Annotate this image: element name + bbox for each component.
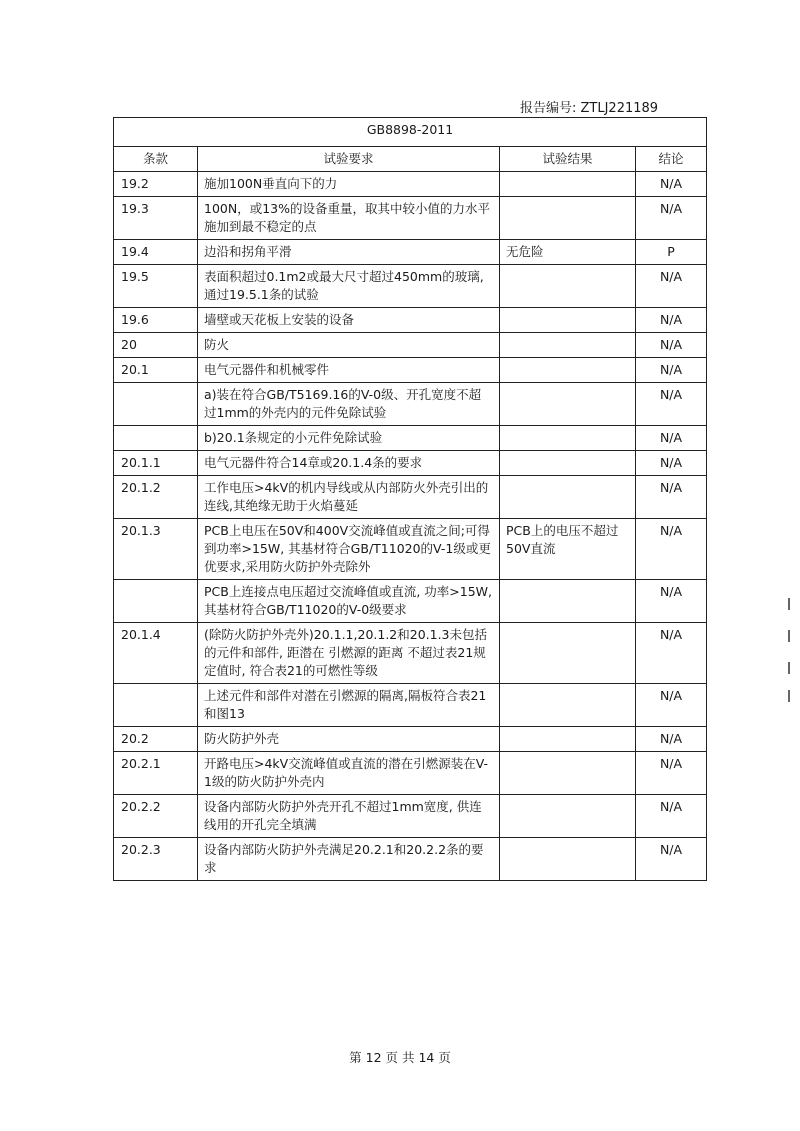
clause-cell: 20.1.4 [114, 623, 198, 684]
clause-cell [114, 684, 198, 727]
table-row [114, 383, 707, 426]
verdict-cell: N/A [636, 265, 707, 308]
clause-cell: 20.2.1 [114, 752, 198, 795]
header-verdict: 结论 [636, 147, 707, 172]
table-row [114, 580, 707, 623]
requirement-cell: 设备内部防火防护外壳满足20.2.1和20.2.2条的要求 [198, 838, 500, 881]
result-cell [500, 623, 636, 684]
requirement-cell: b)20.1条规定的小元件免除试验 [198, 426, 500, 451]
table-row [114, 519, 707, 580]
requirement-cell: a)装在符合GB/T5169.16的V-0级、开孔宽度不超过1mm的外壳内的元件免除试验 [198, 383, 500, 426]
result-cell [500, 308, 636, 333]
table-row [114, 451, 707, 476]
verdict-cell: N/A [636, 172, 707, 197]
result-cell [500, 684, 636, 727]
verdict-cell: N/A [636, 308, 707, 333]
verdict-cell: N/A [636, 197, 707, 240]
verdict-cell: N/A [636, 727, 707, 752]
page-footer: 第 12 页 共 14 页 [349, 1050, 451, 1065]
clause-cell: 20.1.1 [114, 451, 198, 476]
verdict-cell: N/A [636, 333, 707, 358]
table-row [114, 623, 707, 684]
result-cell: 无危险 [500, 240, 636, 265]
result-cell [500, 197, 636, 240]
header-result: 试验结果 [500, 147, 636, 172]
scan-edge-mark [788, 630, 798, 642]
clause-cell: 20.2.2 [114, 795, 198, 838]
result-cell [500, 795, 636, 838]
result-cell [500, 451, 636, 476]
requirement-cell: 100N，或13%的设备重量，取其中较小值的力水平施加到最不稳定的点 [198, 197, 500, 240]
clause-cell: 20.1.2 [114, 476, 198, 519]
verdict-cell: N/A [636, 838, 707, 881]
table-row [114, 240, 707, 265]
requirement-cell: 表面积超过0.1m2或最大尺寸超过450mm的玻璃,通过19.5.1条的试验 [198, 265, 500, 308]
table-row [114, 727, 707, 752]
requirement-cell: 电气元器件符合14章或20.1.4条的要求 [198, 451, 500, 476]
result-cell [500, 752, 636, 795]
requirement-cell: 施加100N垂直向下的力 [198, 172, 500, 197]
result-cell [500, 580, 636, 623]
report-number: 报告编号: ZTLJ221189 [520, 101, 659, 116]
table-row [114, 426, 707, 451]
clause-cell: 20.2 [114, 727, 198, 752]
requirement-cell: 上述元件和部件对潜在引燃源的隔离,隔板符合表21和图13 [198, 684, 500, 727]
result-cell: PCB上的电压不超过50V直流 [500, 519, 636, 580]
requirement-cell: (除防火防护外壳外)20.1.1,20.1.2和20.1.3未包括的元件和部件, 距潜在 引燃源的距离 不超过表21规定值时, 符合表21的可燃性等级 [198, 623, 500, 684]
result-cell [500, 426, 636, 451]
verdict-cell: N/A [636, 476, 707, 519]
header-row [114, 147, 707, 172]
verdict-cell: P [636, 240, 707, 265]
result-cell [500, 727, 636, 752]
clause-cell: 19.6 [114, 308, 198, 333]
scan-edge-mark [788, 690, 798, 702]
verdict-cell: N/A [636, 358, 707, 383]
clause-cell: 20 [114, 333, 198, 358]
clause-cell [114, 580, 198, 623]
clause-cell: 20.1.3 [114, 519, 198, 580]
standard-title-row [114, 118, 707, 147]
requirement-cell: 开路电压>4kV交流峰值或直流的潜在引燃源装在V- 1级的防火防护外壳内 [198, 752, 500, 795]
clause-cell: 20.1 [114, 358, 198, 383]
result-cell [500, 333, 636, 358]
table-row [114, 197, 707, 240]
verdict-cell: N/A [636, 684, 707, 727]
verdict-cell: N/A [636, 451, 707, 476]
result-cell [500, 172, 636, 197]
clause-cell: 19.3 [114, 197, 198, 240]
scan-edge-mark [788, 598, 798, 610]
test-results-table [113, 117, 707, 881]
requirement-cell: 防火 [198, 333, 500, 358]
requirement-cell: PCB上连接点电压超过交流峰值或直流, 功率>15W,其基材符合GB/T11020的V-0级要求 [198, 580, 500, 623]
verdict-cell: N/A [636, 752, 707, 795]
standard-title: GB8898-2011 [114, 118, 707, 147]
clause-cell: 20.2.3 [114, 838, 198, 881]
result-cell [500, 265, 636, 308]
verdict-cell: N/A [636, 519, 707, 580]
table-row [114, 752, 707, 795]
clause-cell [114, 383, 198, 426]
requirement-cell: 防火防护外壳 [198, 727, 500, 752]
verdict-cell: N/A [636, 580, 707, 623]
requirement-cell: 设备内部防火防护外壳开孔不超过1mm宽度, 供连线用的开孔完全填满 [198, 795, 500, 838]
header-clause: 条款 [114, 147, 198, 172]
table-row [114, 172, 707, 197]
clause-cell: 19.4 [114, 240, 198, 265]
table-row [114, 795, 707, 838]
requirement-cell: 电气元器件和机械零件 [198, 358, 500, 383]
result-cell [500, 476, 636, 519]
table-row [114, 684, 707, 727]
clause-cell [114, 426, 198, 451]
verdict-cell: N/A [636, 426, 707, 451]
requirement-cell: 墙壁或天花板上安装的设备 [198, 308, 500, 333]
result-cell [500, 358, 636, 383]
table-row [114, 838, 707, 881]
result-cell [500, 838, 636, 881]
table-row [114, 476, 707, 519]
clause-cell: 19.5 [114, 265, 198, 308]
verdict-cell: N/A [636, 795, 707, 838]
clause-cell: 19.2 [114, 172, 198, 197]
requirement-cell: PCB上电压在50V和400V交流峰值或直流之间;可得到功率>15W, 其基材符合GB/T11020的V-1级或更优要求,采用防火防护外壳除外 [198, 519, 500, 580]
header-requirement: 试验要求 [198, 147, 500, 172]
table-row [114, 358, 707, 383]
table-row [114, 308, 707, 333]
verdict-cell: N/A [636, 623, 707, 684]
table-row [114, 333, 707, 358]
scan-edge-mark [788, 662, 798, 674]
table-row [114, 265, 707, 308]
result-cell [500, 383, 636, 426]
requirement-cell: 工作电压>4kV的机内导线或从内部防火外壳引出的连线,其绝缘无助于火焰蔓延 [198, 476, 500, 519]
verdict-cell: N/A [636, 383, 707, 426]
requirement-cell: 边沿和拐角平滑 [198, 240, 500, 265]
